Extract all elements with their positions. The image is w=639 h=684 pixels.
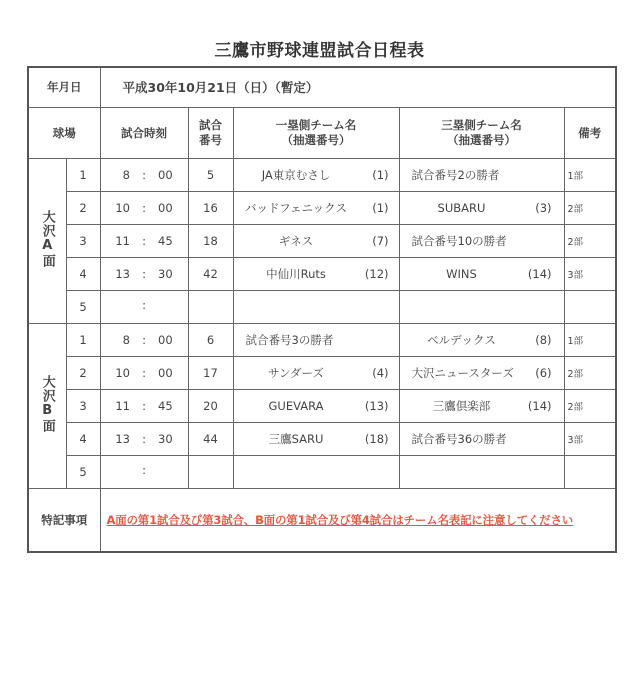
remarks-text: 1部 (567, 170, 584, 182)
remarks-text: 3部 (567, 269, 584, 281)
time-minute: 45 (158, 233, 173, 248)
third-base-team (399, 257, 564, 290)
game-time (100, 257, 188, 290)
row-number: 2 (66, 356, 100, 389)
game-number: 42 (188, 257, 233, 290)
remarks-text: 2部 (567, 401, 584, 413)
date-label: 年月日 (28, 67, 100, 107)
time-minute: 45 (158, 398, 173, 413)
header-first-base-line2: （抽選番号） (281, 132, 351, 147)
third-base-draw-number: (6) (535, 365, 552, 380)
time-minute (158, 463, 180, 477)
game-row (28, 422, 616, 455)
third-base-team (399, 455, 564, 488)
game-time (100, 389, 188, 422)
game-row (28, 158, 616, 191)
header-venue: 球場 (28, 107, 100, 158)
first-base-team (233, 158, 399, 191)
first-base-team-name: JA東京むさし (261, 167, 331, 182)
time-hour: 11 (115, 233, 130, 248)
row-number: 5 (66, 290, 100, 323)
header-remarks: 備考 (564, 107, 616, 158)
remarks-text: 2部 (567, 236, 584, 248)
third-base-draw-number: (8) (535, 332, 552, 347)
game-time (100, 422, 188, 455)
third-base-team-name: SUBARU (437, 200, 486, 215)
third-base-team-name: 試合番号2の勝者 (411, 167, 500, 182)
first-base-team-name: ギネス (278, 233, 314, 248)
first-base-team (233, 356, 399, 389)
first-base-draw-number: (1) (372, 167, 389, 182)
first-base-team-name: 三鷹SARU (268, 431, 324, 446)
third-base-team (399, 191, 564, 224)
row-number: 3 (66, 389, 100, 422)
third-base-team-name: 三鷹倶楽部 (432, 398, 491, 413)
game-number (188, 290, 233, 323)
first-base-team (233, 191, 399, 224)
schedule-table (27, 66, 617, 553)
third-base-team-name: 試合番号10の勝者 (411, 233, 507, 248)
first-base-team (233, 455, 399, 488)
time-separator: : (142, 167, 146, 182)
game-time (100, 356, 188, 389)
game-row (28, 224, 616, 257)
game-number: 5 (188, 158, 233, 191)
third-base-team (399, 290, 564, 323)
time-hour: 10 (115, 200, 130, 215)
game-number: 18 (188, 224, 233, 257)
time-hour: 13 (115, 266, 130, 281)
time-minute: 00 (158, 200, 173, 215)
time-separator: : (142, 398, 146, 413)
game-number (188, 455, 233, 488)
game-row (28, 389, 616, 422)
time-separator: : (142, 266, 146, 281)
time-hour: 10 (115, 365, 130, 380)
first-base-team (233, 422, 399, 455)
third-base-team (399, 158, 564, 191)
third-base-draw-number: (14) (527, 398, 552, 413)
third-base-draw-number: (14) (527, 266, 552, 281)
first-base-team (233, 257, 399, 290)
remarks (564, 356, 616, 389)
time-separator: : (142, 200, 146, 215)
game-number: 6 (188, 323, 233, 356)
first-base-team-name: サンダーズ (268, 365, 324, 380)
third-base-team-name: ベルデックス (427, 332, 496, 347)
special-notes-label: 特記事項 (28, 488, 100, 552)
venue-name: 大沢B面 (39, 375, 55, 433)
game-time (100, 158, 188, 191)
time-separator: : (142, 431, 146, 446)
game-time (100, 455, 188, 488)
game-row (28, 191, 616, 224)
row-number: 5 (66, 455, 100, 488)
header-row (28, 107, 616, 158)
third-base-team (399, 224, 564, 257)
remarks (564, 455, 616, 488)
header-game-no (188, 107, 233, 158)
time-separator: : (142, 332, 146, 347)
remarks (564, 191, 616, 224)
game-number: 44 (188, 422, 233, 455)
first-base-draw-number: (13) (364, 398, 389, 413)
time-minute: 30 (158, 431, 173, 446)
header-first-base-line1: 一塁側チーム名 (275, 117, 357, 132)
remarks-text: 2部 (567, 368, 584, 380)
remarks (564, 290, 616, 323)
time-separator: : (142, 463, 146, 477)
game-row (28, 323, 616, 356)
remarks (564, 323, 616, 356)
header-third-base-line2: （抽選番号） (447, 132, 516, 147)
game-number: 16 (188, 191, 233, 224)
third-base-team (399, 389, 564, 422)
venue-cell (28, 158, 66, 323)
row-number: 4 (66, 422, 100, 455)
header-game-no-line1: 試合 (199, 117, 222, 132)
time-separator: : (142, 298, 146, 312)
first-base-team-name: 試合番号3の勝者 (245, 332, 334, 347)
game-time (100, 323, 188, 356)
row-number: 1 (66, 158, 100, 191)
game-time (100, 191, 188, 224)
special-notes-row (28, 488, 616, 552)
header-game-no-line2: 番号 (199, 132, 222, 147)
remarks (564, 257, 616, 290)
remarks (564, 158, 616, 191)
third-base-team-name: 大沢ニュースターズ (411, 365, 514, 380)
time-minute (158, 298, 180, 312)
remarks-text: 1部 (567, 335, 584, 347)
first-base-team-name: バッドフェニックス (244, 200, 347, 215)
game-number: 17 (188, 356, 233, 389)
date-row (28, 67, 616, 107)
time-hour: 13 (115, 431, 130, 446)
first-base-draw-number: (12) (364, 266, 389, 281)
first-base-draw-number: (1) (372, 200, 389, 215)
time-minute: 00 (158, 332, 173, 347)
header-third-base-line1: 三塁側チーム名 (441, 117, 522, 132)
remarks (564, 422, 616, 455)
game-row (28, 257, 616, 290)
time-hour (108, 298, 130, 312)
remarks (564, 389, 616, 422)
time-separator: : (142, 233, 146, 248)
third-base-team (399, 323, 564, 356)
row-number: 2 (66, 191, 100, 224)
game-time (100, 290, 188, 323)
first-base-team (233, 290, 399, 323)
date-value: 平成30年10月21日（日）（暫定） (100, 67, 616, 107)
first-base-team (233, 224, 399, 257)
row-number: 4 (66, 257, 100, 290)
first-base-team-name: 中仙川Ruts (266, 266, 326, 281)
row-number: 1 (66, 323, 100, 356)
venue-name: 大沢A面 (39, 210, 55, 268)
first-base-team-name: GUEVARA (268, 398, 324, 413)
time-separator: : (142, 365, 146, 380)
header-time: 試合時刻 (100, 107, 188, 158)
third-base-team-name: 試合番号36の勝者 (411, 431, 507, 446)
third-base-draw-number: (3) (535, 200, 552, 215)
third-base-team (399, 356, 564, 389)
header-third-base-team (399, 107, 564, 158)
first-base-draw-number: (7) (372, 233, 389, 248)
time-hour: 8 (122, 167, 130, 182)
third-base-team-name: WINS (446, 266, 477, 281)
special-notes-cell (100, 488, 616, 552)
game-row (28, 455, 616, 488)
header-first-base-team (233, 107, 399, 158)
game-row (28, 356, 616, 389)
special-notes-text: A面の第1試合及び第3試合、B面の第1試合及び第4試合はチーム名表記に注意してください (106, 512, 574, 527)
time-minute: 00 (158, 365, 173, 380)
game-number: 20 (188, 389, 233, 422)
time-minute: 00 (158, 167, 173, 182)
first-base-team (233, 389, 399, 422)
venue-cell (28, 323, 66, 488)
page-title: 三鷹市野球連盟試合日程表 (214, 41, 425, 61)
remarks-text: 2部 (567, 203, 584, 215)
game-row (28, 290, 616, 323)
first-base-draw-number: (18) (364, 431, 389, 446)
game-time (100, 224, 188, 257)
third-base-team (399, 422, 564, 455)
remarks-text (565, 466, 568, 477)
remarks (564, 224, 616, 257)
time-hour: 8 (122, 332, 130, 347)
remarks-text (565, 301, 568, 312)
time-minute: 30 (158, 266, 173, 281)
remarks-text: 3部 (567, 434, 584, 446)
time-hour (108, 463, 130, 477)
row-number: 3 (66, 224, 100, 257)
time-hour: 11 (115, 398, 130, 413)
first-base-draw-number: (4) (372, 365, 389, 380)
first-base-team (233, 323, 399, 356)
